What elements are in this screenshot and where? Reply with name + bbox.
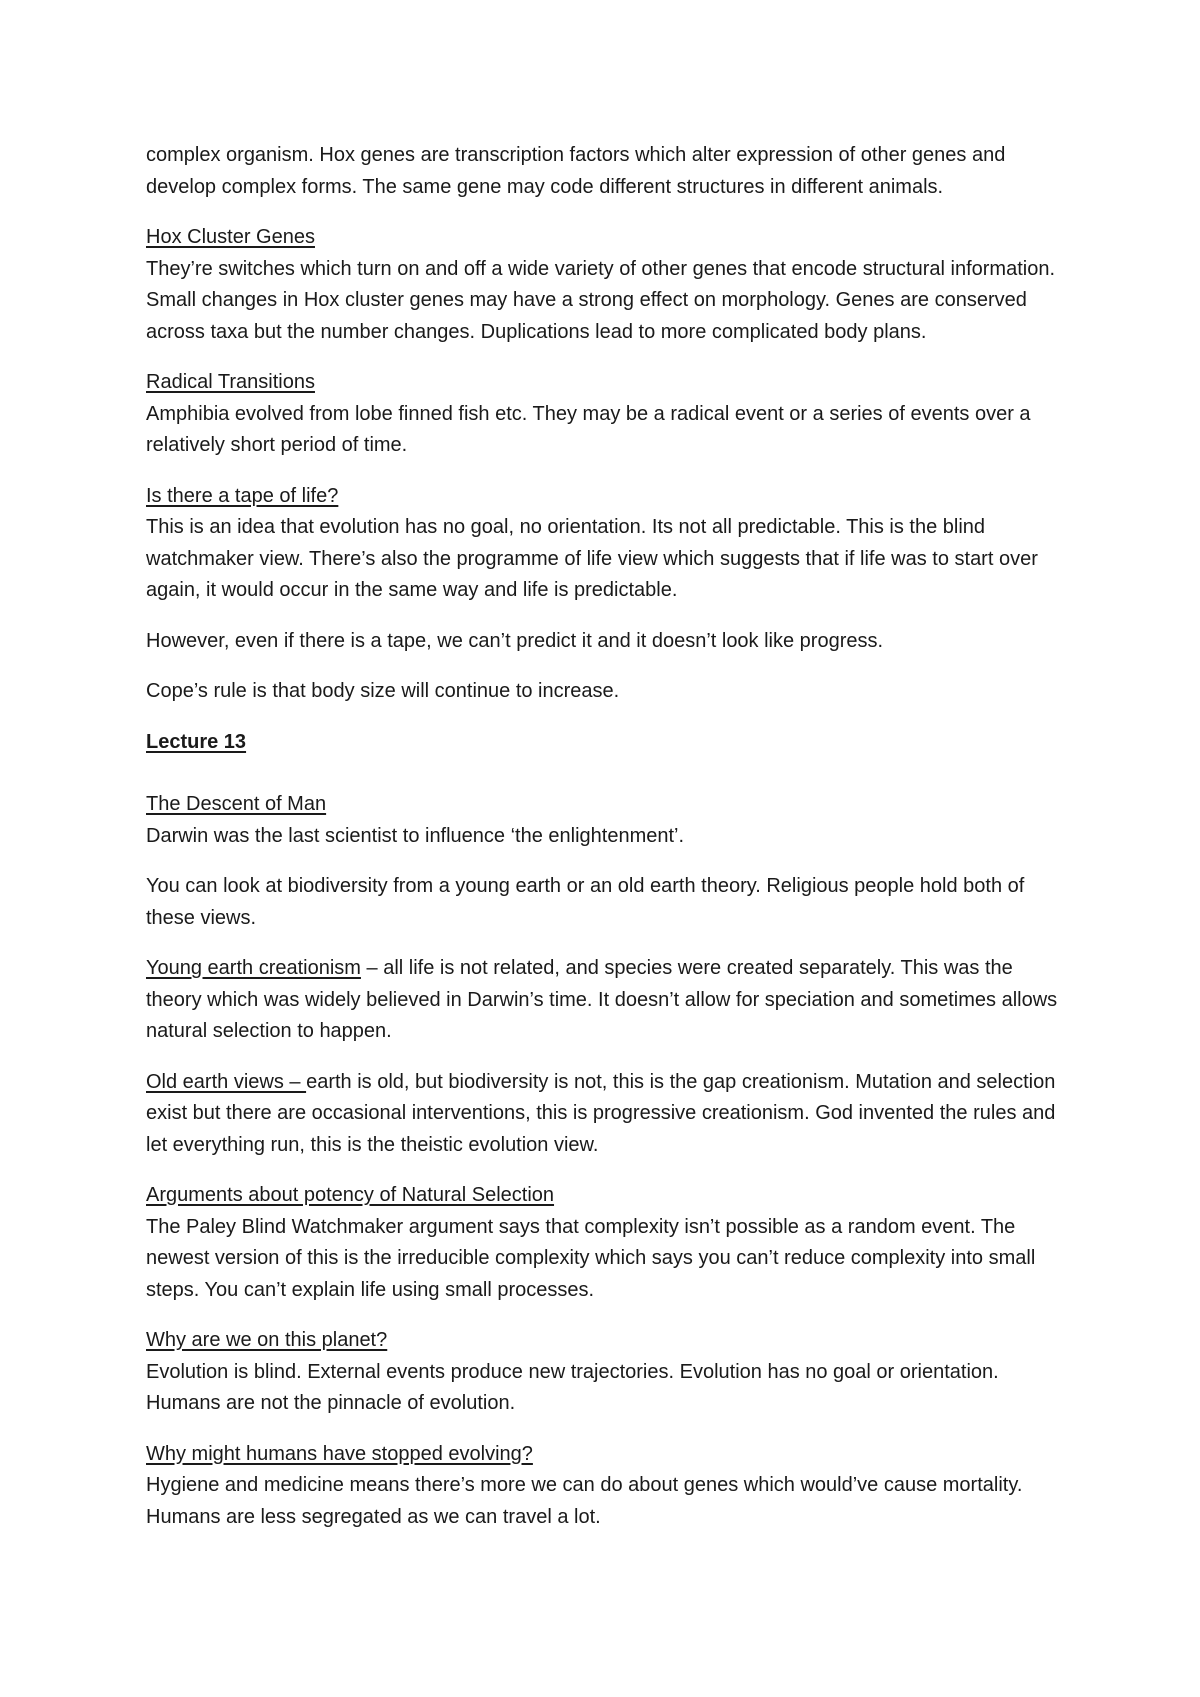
hox-cluster-heading: Hox Cluster Genes xyxy=(146,226,315,248)
lecture-title: Lecture 13 xyxy=(146,730,247,753)
hox-cluster-text: They’re switches which turn on and off a wide variety of other genes that encode structural information. Small changes in Hox cluster genes may have a strong effect on morphology. Genes are conserved across taxa but the number changes. Duplications lead to more complicated body plans. xyxy=(146,257,1056,343)
biodiversity-paragraph: You can look at biodiversity from a young earth or an old earth theory. Religious people hold both of these views. xyxy=(146,875,1025,929)
planet-text: Evolution is blind. External events produce new trajectories. Evolution has no goal or orientation. Humans are not the pinnacle of evolution. xyxy=(146,1360,999,1414)
tape-of-life-paragraph-2: However, even if there is a tape, we can’t predict it and it doesn’t look like progress. xyxy=(146,629,884,652)
planet-heading: Why are we on this planet? xyxy=(146,1329,388,1351)
tape-of-life-text: This is an idea that evolution has no goal, no orientation. Its not all predictable. This is the blind watchmaker view. There’s also the programme of life view which suggests that if life was to start over again, it would occur in the same way and life is predictable. xyxy=(146,516,1038,601)
descent-of-man-text: Darwin was the last scientist to influence ‘the enlightenment’. xyxy=(146,824,685,847)
young-earth-text: – all life is not related, and species were created separately. This was the theory which was widely believed in Darwin’s time. It doesn’t allow for speciation and sometimes allows natural selection to happen. xyxy=(146,957,1058,1042)
radical-transitions-heading: Radical Transitions xyxy=(146,371,315,393)
stopped-evolving-section xyxy=(146,1439,1066,1534)
old-earth-heading: Old earth views – xyxy=(146,1070,307,1093)
potency-heading: Arguments about potency of Natural Selection xyxy=(146,1184,555,1206)
descent-of-man-section xyxy=(146,789,1066,852)
stopped-evolving-heading: Why might humans have stopped evolving? xyxy=(146,1442,533,1465)
young-earth-section xyxy=(146,953,1066,1048)
young-earth-heading: Young earth creationism xyxy=(146,957,361,979)
descent-of-man-heading: The Descent of Man xyxy=(146,793,327,815)
potency-text: The Paley Blind Watchmaker argument says that complexity isn’t possible as a random event. The newest version of this is the irreducible complexity which says you can’t reduce complexity into small steps. You can’t explain life using small processes. xyxy=(146,1215,1036,1301)
copes-rule-paragraph: Cope’s rule is that body size will continue to increase. xyxy=(146,680,620,702)
tape-of-life-section xyxy=(146,481,1066,607)
tape-of-life-heading: Is there a tape of life? xyxy=(146,484,339,507)
hox-cluster-section xyxy=(146,222,1066,348)
intro-paragraph: complex organism. Hox genes are transcription factors which alter expression of other genes and develop complex forms. The same gene may code different structures in different animals. xyxy=(146,144,1006,198)
potency-section xyxy=(146,1180,1066,1306)
radical-transitions-text: Amphibia evolved from lobe finned fish etc. They may be a radical event or a series of events over a relatively short period of time. xyxy=(146,402,1031,456)
document-page xyxy=(146,140,1066,1552)
old-earth-section xyxy=(146,1067,1066,1162)
planet-section xyxy=(146,1325,1066,1420)
old-earth-text: earth is old, but biodiversity is not, this is the gap creationism. Mutation and selection exist but there are occasional interventions, this is progressive creationism. God invented the rules and let everything run, this is the theistic evolution view. xyxy=(146,1070,1056,1156)
radical-transitions-section xyxy=(146,367,1066,462)
stopped-evolving-text: Hygiene and medicine means there’s more we can do about genes which would’ve cause mortality. Humans are less segregated as we can travel a lot. xyxy=(146,1474,1023,1528)
